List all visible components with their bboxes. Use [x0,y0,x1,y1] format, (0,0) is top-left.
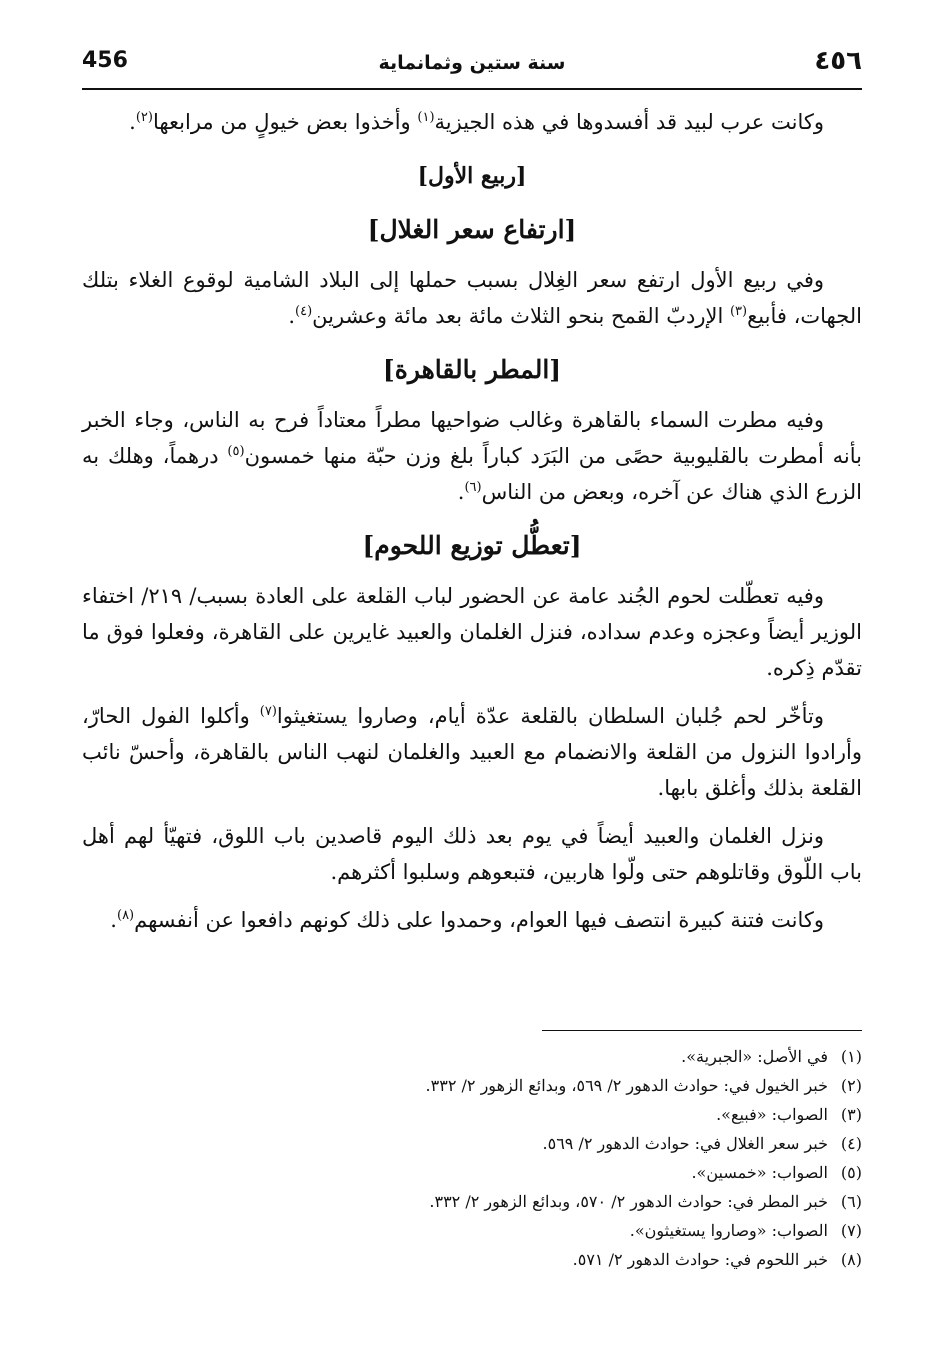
paragraph-text: وأخذوا بعض خيولٍ من مرابعها [152,110,418,134]
paragraph-4: وفيه تعطّلت لحوم الجُند عامة عن الحضور لباب القلعة على العادة بسبب/ ٢١٩/ اختفاء الوزير أيضاً وعجزه وعدم سداده، فنزل الغلمان والعبيد غايرين على القاهرة، وفعلوا فوق ما تقدّم ذِكره. [82,584,862,680]
book-page [82,40,862,1350]
section-heading-rain: [المطر بالقاهرة] [382,355,562,384]
footnote-marker-6[interactable]: (٦) [464,480,482,495]
paragraph-3 [82,402,862,510]
paragraph-5 [82,698,862,806]
paragraph-7 [82,902,862,938]
paragraph-text: . [110,908,117,932]
footnote-text: في الأصل: «الجبرية». [681,1047,828,1066]
footnote-item [82,1129,862,1158]
footnote-text: الصواب: «خمسين». [691,1163,828,1182]
footnote-number: (٤) [840,1134,862,1153]
footnote-text: خبر سعر الغلال في: حوادث الدهور ٢/ ٥٦٩. [542,1134,828,1153]
footnote-marker-3[interactable]: (٣) [729,304,748,319]
paragraph-text: الإردبّ القمح بنحو الثلاث مائة بعد مائة وعشرين [312,304,730,328]
footnotes-list [82,1042,862,1274]
footnote-text: الصواب: «وصاروا يستغيثون». [629,1221,828,1240]
footnote-number: (٥) [840,1163,862,1182]
footnote-item [82,1216,862,1245]
paragraph-text: وفيه مطرت السماء بالقاهرة وغالب ضواحيها مطراً معتاداً فرح به الناس، وجاء الخبر بأنه أمطرت بالقليوبية حصًى من البَرَد كباراً بلغ وزن حبّة منها خمسون [82,408,862,468]
footnote-marker-1[interactable]: (١) [417,110,435,125]
footnote-item [82,1187,862,1216]
footnote-divider [542,1030,862,1031]
page-number-arabic: ٤٥٦ [814,46,862,76]
paragraph-text: وكانت فتنة كبيرة انتصف فيها العوام، وحمدوا على ذلك كونهم دافعوا عن أنفسهم [134,908,824,932]
footnote-number: (٢) [840,1076,862,1095]
paragraph-text: . [129,110,136,134]
footnote-text: الصواب: «فبيع». [716,1105,828,1124]
paragraph-text: وتأخّر لحم جُلبان السلطان بالقلعة عدّة أيام، وصاروا يستغيثوا [276,704,824,728]
footnote-marker-7[interactable]: (٧) [259,704,277,719]
footnote-item [82,1100,862,1129]
footnote-item [82,1071,862,1100]
footnote-item [82,1042,862,1071]
paragraph-1 [82,104,862,140]
page-number-latin: 456 [82,48,128,73]
footnote-marker-2[interactable]: (٢) [135,110,153,125]
footnote-number: (١) [840,1047,862,1066]
footnote-item [82,1158,862,1187]
paragraph-text: . [457,480,465,504]
footnote-number: (٨) [840,1250,862,1269]
page-header [82,40,862,90]
paragraph-text: وفي ربيع الأول ارتفع سعر الغِلال بسبب حملها إلى البلاد الشامية لوقوع الغلاء بتلك الجهات، فأبيع [82,268,862,328]
footnote-text: خبر الخيول في: حوادث الدهور ٢/ ٥٦٩، وبدائع الزهور ٢/ ٣٣٢. [425,1076,828,1095]
section-heading-meat: [تعطُّل توزيع اللحوم] [362,531,582,560]
paragraph-6: ونزل الغلمان والعبيد أيضاً في يوم بعد ذلك اليوم قاصدين باب اللوق، فتهيّأ لهم أهل باب اللّوق وقاتلوهم حتى ولّوا هاربين، فتبعوهم وسلبوا أكثرهم. [82,824,862,884]
footnote-marker-5[interactable]: (٥) [227,444,245,459]
footnote-text: خبر اللحوم في: حوادث الدهور ٢/ ٥٧١. [572,1250,828,1269]
paragraph-text: درهماً، وهلك به الزرع الذي هناك عن آخره، وبعض من الناس [82,444,862,504]
footnote-item [82,1245,862,1274]
footnote-text: خبر المطر في: حوادث الدهور ٢/ ٥٧٠، وبدائع الزهور ٢/ ٣٣٢. [429,1192,828,1211]
paragraph-text: وأكلوا الفول الحارّ، وأرادوا النزول من القلعة والانضمام مع العبيد والغلمان لنهب الناس بالقاهرة، وأحسّ نائب القلعة بذلك وأغلق بابها. [82,704,862,800]
paragraph-text: . [288,304,296,328]
paragraph-text: وكانت عرب لبيد قد أفسدوها في هذه الجيزية [434,110,824,134]
section-heading-grain-price: [ارتفاع سعر الغلال] [367,215,577,244]
footnote-marker-4[interactable]: (٤) [295,304,313,319]
footnote-number: (٣) [840,1105,862,1124]
running-title: سنة ستين وثمانماية [378,52,566,74]
paragraph-2 [82,262,862,334]
section-heading-month: [ربيع الأول] [417,163,527,189]
main-text [82,104,862,938]
footnote-number: (٦) [840,1192,862,1211]
footnote-number: (٧) [840,1221,862,1240]
footnote-marker-8[interactable]: (٨) [116,908,135,923]
